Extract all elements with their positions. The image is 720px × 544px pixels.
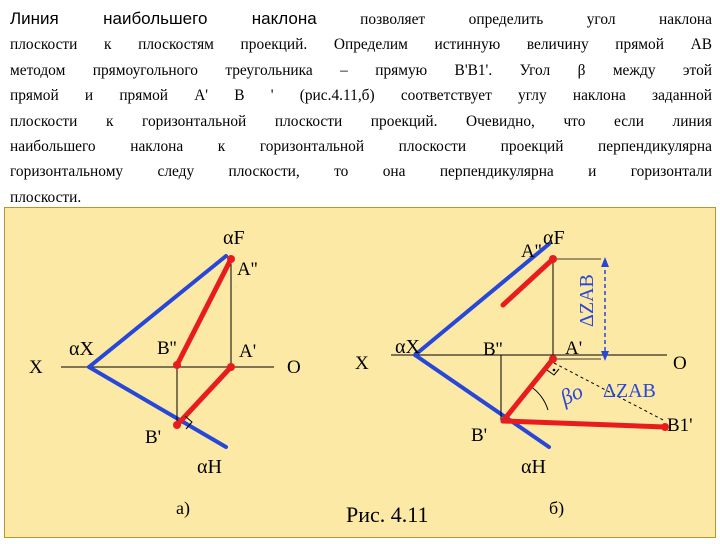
label-b1: B' xyxy=(145,427,162,448)
label-a1: A' xyxy=(239,341,257,362)
label-b1: B' xyxy=(471,425,488,446)
paragraph-lead: Линия наибольшего наклона xyxy=(10,9,317,28)
label-alpha-h: αH xyxy=(521,456,546,478)
dz-arrow-up xyxy=(601,257,609,267)
label-o: O xyxy=(673,353,687,374)
label-b1-true: B1' xyxy=(667,415,693,436)
paragraph xyxy=(10,6,712,210)
label-x: X xyxy=(355,353,369,374)
point-a2 xyxy=(549,255,557,263)
paragraph-line: прямой и прямой A' B ' (рис.4.11,б) соответствует углу наклона заданной xyxy=(10,87,712,105)
dz-arrow-down xyxy=(601,351,609,361)
paragraph-line: методом прямоугольного треугольника – прямую B'B1'. Угол β между этой xyxy=(10,61,712,79)
paragraph-line xyxy=(10,6,712,32)
label-alpha-f: αF xyxy=(223,227,245,249)
figure-4-11 xyxy=(4,207,716,538)
label-dz-slanted: ΔZAB xyxy=(603,380,656,402)
point-a2 xyxy=(227,255,235,263)
line-a1b1 xyxy=(503,359,553,421)
point-a1 xyxy=(549,355,557,363)
paragraph-line: горизонтальному следу плоскости, то она перпендикулярна и горизонтали xyxy=(10,163,712,181)
drawing-b xyxy=(355,227,693,519)
label-beta: βo xyxy=(556,378,587,411)
point-b2 xyxy=(173,361,181,369)
paragraph-line: плоскости. xyxy=(10,188,82,206)
figure-drawing xyxy=(5,208,717,539)
label-a2: A'' xyxy=(237,259,258,280)
sublabel-b: б) xyxy=(549,498,565,518)
line-b1-true xyxy=(503,421,665,427)
label-alpha-f: αF xyxy=(543,227,565,249)
label-alpha-h: αH xyxy=(197,456,222,478)
paragraph-line: плоскости к плоскостям проекций. Определим истинную величину прямой AB xyxy=(10,36,712,54)
label-b2: B'' xyxy=(157,338,177,359)
label-x: X xyxy=(29,357,43,378)
paragraph-line: наибольшего наклона к горизонтальной плоскости проекций перпендикулярна xyxy=(10,138,712,156)
label-a1: A' xyxy=(565,338,583,359)
paragraph-line-rest: позволяет определить угол наклона xyxy=(360,11,712,28)
paragraph-line: плоскости к горизонтальной плоскости проекций. Очевидно, что если линия xyxy=(10,112,712,130)
label-dz-vertical: ΔZAB xyxy=(576,274,598,327)
label-a2: A'' xyxy=(521,241,542,262)
label-o: O xyxy=(287,357,301,378)
point-b1 xyxy=(173,421,181,429)
label-alpha-x: αX xyxy=(395,336,420,358)
line-a2b2 xyxy=(503,259,553,305)
right-angle-dot xyxy=(553,369,556,372)
drawing-a xyxy=(29,227,301,519)
label-b2: B'' xyxy=(483,339,503,360)
beta-arc xyxy=(530,386,548,410)
point-a1 xyxy=(227,363,235,371)
figure-caption: Рис. 4.11 xyxy=(346,502,429,527)
label-alpha-x: αX xyxy=(69,338,94,360)
sublabel-a: а) xyxy=(176,498,190,518)
